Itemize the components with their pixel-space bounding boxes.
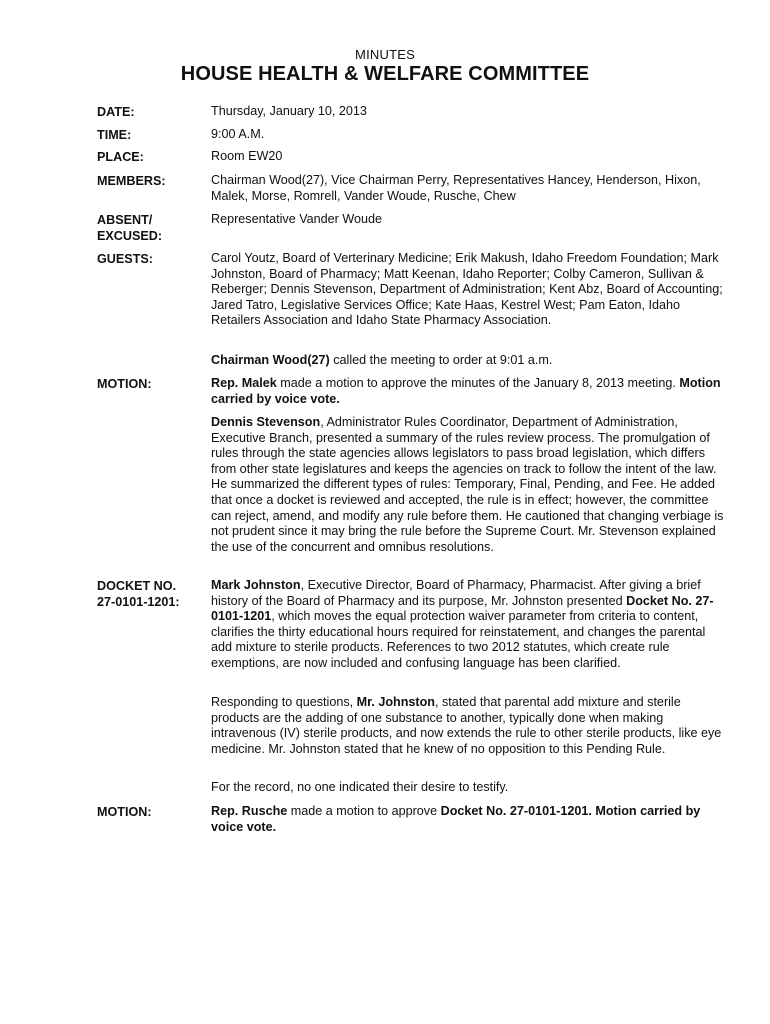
motion2-mover: Rep. Rusche [211, 804, 288, 818]
docket-label-line1: DOCKET NO. [97, 579, 177, 593]
absent-label-line2: EXCUSED: [97, 229, 163, 243]
docket-presenter: Mark Johnston [211, 578, 301, 592]
record-text: For the record, no one indicated their desire to testify. [211, 780, 509, 794]
responding-name: Mr. Johnston [356, 695, 436, 709]
responding-body-2: , stated that parental add mixture and sterile products are the adding of one substance to another, typically done when making intravenous (IV) sterile products, and now extends the rule to other sterile products, like eye medicine. Mr. Johnston stated that he knew of no opposition to this Pending Rule. [211, 695, 722, 756]
absent-value: Representative Vander Woude [211, 212, 383, 226]
committee-title: HOUSE HEALTH & WELFARE COMMITTEE [180, 63, 590, 85]
members-value: Chairman Wood(27), Vice Chairman Perry, Representatives Hancey, Henderson, Hixon, Malek, Morse, Romrell, Vander Woude, Rusche, Chew [211, 173, 701, 203]
motion2-label: MOTION: [97, 805, 152, 819]
stevenson-name: Dennis Stevenson [211, 415, 321, 429]
call-to-order-body: called the meeting to order at 9:01 a.m. [329, 353, 553, 367]
document-kicker: MINUTES [355, 47, 415, 62]
place-label: PLACE: [97, 150, 144, 164]
motion2-result: Docket No. 27-0101-1201. Motion carried by voice vote. [211, 804, 701, 834]
docket-label-line2: 27-0101-1201: [97, 595, 180, 609]
responding-paragraph [211, 695, 725, 757]
members-label: MEMBERS: [97, 174, 166, 188]
docket-paragraph [211, 578, 725, 672]
stevenson-body: , Administrator Rules Coordinator, Department of Administration, Executive Branch, presented a summary of the rules review process. The promulgation of rules through the state agencies allows legislators to pass broad legislation, which differs from other state legislatures and keeps the agencies on track to follow the intent of the law. He summarized the different types of rules: Temporary, Final, Pending, and Fee. He added that once a docket is reviewed and accepted, the rule is in effect; however, the committee can reject, amend, and modify any rule before them. He cautioned that changing verbiage is not prudent since it may bring the rule before the Supreme Court. Mr. Stevenson explained the use of the concurrent and omnibus resolutions. [211, 415, 724, 554]
motion1-text [211, 376, 725, 407]
chairman-name: Chairman Wood(27) [211, 353, 330, 367]
docket-body-1: , Executive Director, Board of Pharmacy, Pharmacist. After giving a brief history of the Board of Pharmacy and its purpose, Mr. Johnston presented [211, 578, 701, 608]
motion1-mover: Rep. Malek [211, 376, 277, 390]
guests-label: GUESTS: [97, 252, 153, 266]
stevenson-paragraph [211, 415, 725, 555]
time-label: TIME: [97, 128, 132, 142]
motion1-label: MOTION: [97, 377, 152, 391]
motion2-text [211, 804, 725, 835]
motion1-result: Motion carried by voice vote. [211, 376, 721, 406]
date-label: DATE: [97, 105, 135, 119]
time-value: 9:00 A.M. [211, 127, 265, 141]
call-to-order-text [211, 353, 725, 369]
docket-body-2: , which moves the equal protection waiver parameter from criteria to content, clarifies the thirty educational hours required for reinstatement, and changes the parental add mixture to sterile products. References to two 2012 statutes, which create rule exemptions, are now included and confusing language has been clarified. [211, 609, 706, 670]
motion1-body: made a motion to approve the minutes of the January 8, 2013 meeting. [276, 376, 680, 390]
absent-label-line1: ABSENT/ [97, 213, 153, 227]
guests-value: Carol Youtz, Board of Verterinary Medicine; Erik Makush, Idaho Freedom Foundation; Mark Johnston, Board of Pharmacy; Matt Keenan, Idaho Reporter; Colby Cameron, Sullivan & Reberger; Dennis Stevenson, Department of Administration; Kent Abz, Board of Accounting; Jared Tatro, Legislative Services Office; Kate Haas, Kestrel West; Pam Eaton, Idaho Retailers Association and Idaho State Pharmacy Association. [211, 251, 723, 328]
date-value: Thursday, January 10, 2013 [211, 104, 367, 118]
absent-label [97, 212, 205, 244]
responding-body-1: Responding to questions, [211, 695, 357, 709]
docket-label [97, 578, 205, 610]
motion2-body: made a motion to approve [287, 804, 441, 818]
docket-reference: Docket No. 27-0101-1201 [211, 593, 714, 624]
place-value: Room EW20 [211, 149, 283, 163]
